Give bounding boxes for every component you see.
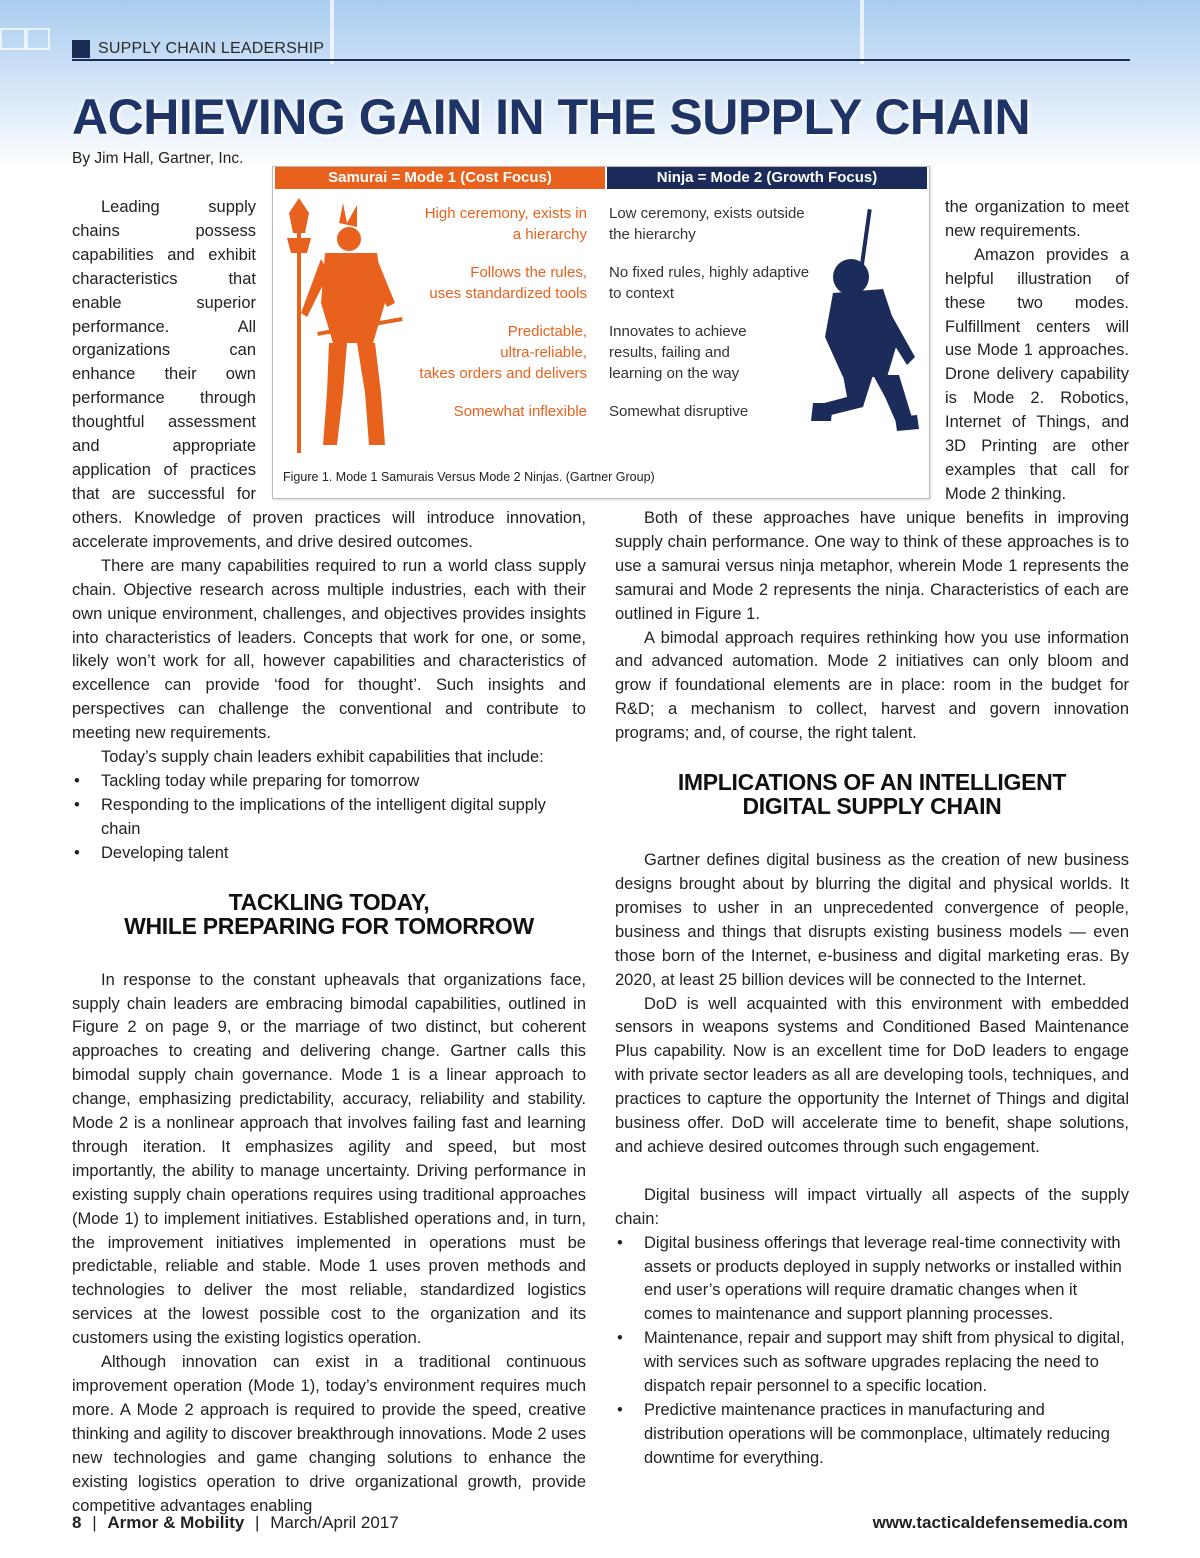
- page-footer: [72, 1513, 399, 1533]
- figure-header-mode2: Ninja = Mode 2 (Growth Focus): [607, 167, 927, 189]
- article-title: ACHIEVING GAIN IN THE SUPPLY CHAIN: [72, 89, 1031, 145]
- left-column: [72, 507, 586, 1518]
- section-label-text: SUPPLY CHAIN LEADERSHIP: [98, 40, 325, 57]
- section-marker-icon: [72, 40, 90, 58]
- capabilities-list: [72, 770, 586, 866]
- paragraph: There are many capabilities required to run a world class supply chain. Objective research across multiple industries, each with their own unique environment, challenges, and objectives provides insights into characteristics of leaders. Concepts that work for one, or some, likely won’t work for all, however capabilities and characteristics of excellence can provide ‘food for thought’. Such insights and perspectives can challenge the conventional and contribute to meeting new requirements.: [72, 556, 586, 743]
- list-item-text: Responding to the implications of the intelligent digital supply chain: [101, 795, 546, 838]
- right-column: [615, 507, 1129, 1471]
- paragraph: Although innovation can exist in a traditional continuous improvement operation (Mode 1), today’s environment requires much more. A Mode 2 approach is required to provide the speed, creative thinking and agility to discover breakthrough innovations. Mode 2 uses new technologies and game changing solutions to enhance the existing logistics operation to drive organizational growth, provide competitive advantages enabling: [72, 1353, 586, 1515]
- figure-caption: Figure 1. Mode 1 Samurais Versus Mode 2 Ninjas. (Gartner Group): [283, 470, 655, 484]
- header-rule: [72, 59, 1130, 61]
- decorative-box: [0, 28, 26, 50]
- figure-mode1-item: Follows the rules, uses standardized tools: [429, 264, 587, 302]
- figure-samurai-ninja: [272, 166, 930, 499]
- list-item-text: Predictive maintenance practices in manufacturing and distribution operations will be commonplace, ultimately reducing downtime for everything.: [644, 1401, 1110, 1467]
- figure-header-mode1: Samurai = Mode 1 (Cost Focus): [275, 167, 605, 189]
- bullet-icon: •: [617, 1233, 623, 1252]
- section-heading-line: WHILE PREPARING FOR TOMORROW: [124, 912, 534, 939]
- paragraph: Both of these approaches have unique benefits in improving supply chain performance. One way to think of these approaches is to use a samurai versus ninja metaphor, wherein Mode 1 represents the samurai and Mode 2 represents the ninja. Characteristics of each are outlined in Figure 1.: [615, 509, 1129, 623]
- left-narrow-column: [72, 196, 256, 507]
- paragraph: the organization to meet new requirements.: [945, 198, 1129, 240]
- bullet-icon: •: [74, 795, 80, 814]
- section-heading-line: IMPLICATIONS OF AN INTELLIGENT: [677, 769, 1067, 796]
- figure-mode1-item: Predictable, ultra-reliable, takes orders and delivers: [419, 323, 587, 382]
- footer-separator: |: [255, 1513, 260, 1532]
- paragraph: In response to the constant upheavals that organizations face, supply chain leaders are embracing bimodal capabilities, outlined in Figure 2 on page 9, or the marriage of two distinct, but coherent approaches to creating and delivering change. Gartner calls this bimodal supply chain governance. Mode 1 is a linear approach to change, emphasizing predictability, accuracy, reliability and stability. Mode 2 is a nonlinear approach that involves failing fast and learning through iteration. It emphasizes agility and speed, but most importantly, the ability to manage uncertainty. Driving performance in existing supply chain operations requires using traditional approaches (Mode 1) to implement initiatives. Established operations and, in turn, the improvement initiatives implemented in operations must be predictable, reliable and stable. Mode 1 uses proven methods and technologies to deliver the most reliable, standardized logistics services at the lowest possible cost to the organization and its customers using the existing logistics operation.: [72, 970, 586, 1348]
- decorative-line: [860, 0, 864, 64]
- paragraph: Amazon provides a helpful illustration of these two modes. Fulfillment centers will use Mode 1 approaches. Drone delivery capability is Mode 2. Robotics, Internet of Things, and 3D Printing are other examples that call for Mode 2 thinking.: [945, 245, 1129, 503]
- list-item-text: Maintenance, repair and support may shift from physical to digital, with services such as software upgrades replacing the need to dispatch repair personnel to a specific location.: [644, 1329, 1125, 1396]
- ninja-icon: [803, 207, 923, 457]
- paragraph: Digital business will impact virtually all aspects of the supply chain:: [615, 1185, 1129, 1228]
- section-heading: [72, 890, 586, 938]
- byline: By Jim Hall, Gartner, Inc.: [72, 150, 244, 167]
- paragraph: DoD is well acquainted with this environment with embedded sensors in weapons systems and Conditioned Based Maintenance Plus capability. Now is an excellent time for DoD leaders to engage with private sector leaders as all are developing tools, techniques, and practices to capture the opportunity the Internet of Things and digital business offer. DoD will accelerate time to benefit, shape solutions, and achieve desired outcomes through such engagement.: [615, 994, 1129, 1156]
- section-heading-line: TACKLING TODAY,: [228, 888, 430, 915]
- digital-impact-list: [615, 1232, 1129, 1471]
- bullet-icon: •: [617, 1401, 623, 1419]
- paragraph: Gartner defines digital business as the creation of new business designs brought about by blurring the digital and physical worlds. It promises to usher in an unprecedented convergence of people, business and things that disrupts existing business models — even those born of the Internet, e-business and digital marketing eras. By 2020, at least 25 billion devices will be connected to the Internet.: [615, 851, 1129, 989]
- decorative-box: [26, 28, 50, 50]
- issue-date: March/April 2017: [270, 1513, 399, 1532]
- paragraph: Today’s supply chain leaders exhibit capabilities that include:: [101, 748, 544, 767]
- figure-mode2-item: No fixed rules, highly adaptive to context: [609, 264, 810, 302]
- list-item: [615, 1232, 1129, 1328]
- samurai-icon: [277, 193, 407, 463]
- figure-mode1-item: Somewhat inflexible: [453, 403, 587, 420]
- bullet-icon: •: [74, 771, 80, 790]
- paragraph: A bimodal approach requires rethinking how you use information and advanced automation. Mode 2 initiatives can only bloom and grow if foundational elements are in place: room in the budget for R&D; a mechanism to collect, harvest and govern innovation programs; and, of course, the right talent.: [615, 628, 1129, 743]
- figure-mode2-item: Innovates to achieve results, failing and learning on the way: [609, 323, 747, 382]
- list-item: [72, 770, 586, 794]
- page-number: 8: [72, 1513, 82, 1532]
- footer-separator: |: [92, 1513, 97, 1532]
- figure-mode2-item: Somewhat disruptive: [609, 403, 749, 420]
- publication-name: Armor & Mobility: [107, 1513, 245, 1532]
- paragraph: Leading supply chains possess capabilities and exhibit characteristics that enable superior performance. All organizations can enhance their own performance through thoughtful assessment and appropriate application of practices that are successful for: [72, 198, 256, 503]
- bullet-icon: •: [74, 843, 80, 862]
- section-heading-line: DIGITAL SUPPLY CHAIN: [742, 793, 1002, 820]
- figure-mode1-item: High ceremony, exists in a hierarchy: [424, 205, 587, 243]
- list-item-text: Developing talent: [101, 843, 229, 862]
- list-item-text: Digital business offerings that leverage real-time connectivity with assets or products deployed in supply networks or installed within end user’s operations will require dramatic changes when it comes to maintenance and support planning processes.: [644, 1233, 1122, 1324]
- section-heading: [615, 770, 1129, 818]
- decorative-line: [330, 0, 334, 64]
- footer-url[interactable]: www.tacticaldefensemedia.com: [872, 1513, 1128, 1532]
- right-narrow-column: [945, 196, 1129, 507]
- list-item: [72, 842, 586, 866]
- section-label: [72, 40, 324, 58]
- list-item-text: Tackling today while preparing for tomorrow: [101, 771, 420, 790]
- figure-mode2-item: Low ceremony, exists outside the hierarchy: [609, 205, 805, 243]
- paragraph: others. Knowledge of proven practices will introduce innovation, accelerate improvements, and drive desired outcomes.: [72, 509, 586, 551]
- list-item: [615, 1327, 1129, 1399]
- bullet-icon: •: [617, 1329, 623, 1348]
- list-item: [615, 1399, 1129, 1471]
- list-item: [72, 794, 586, 842]
